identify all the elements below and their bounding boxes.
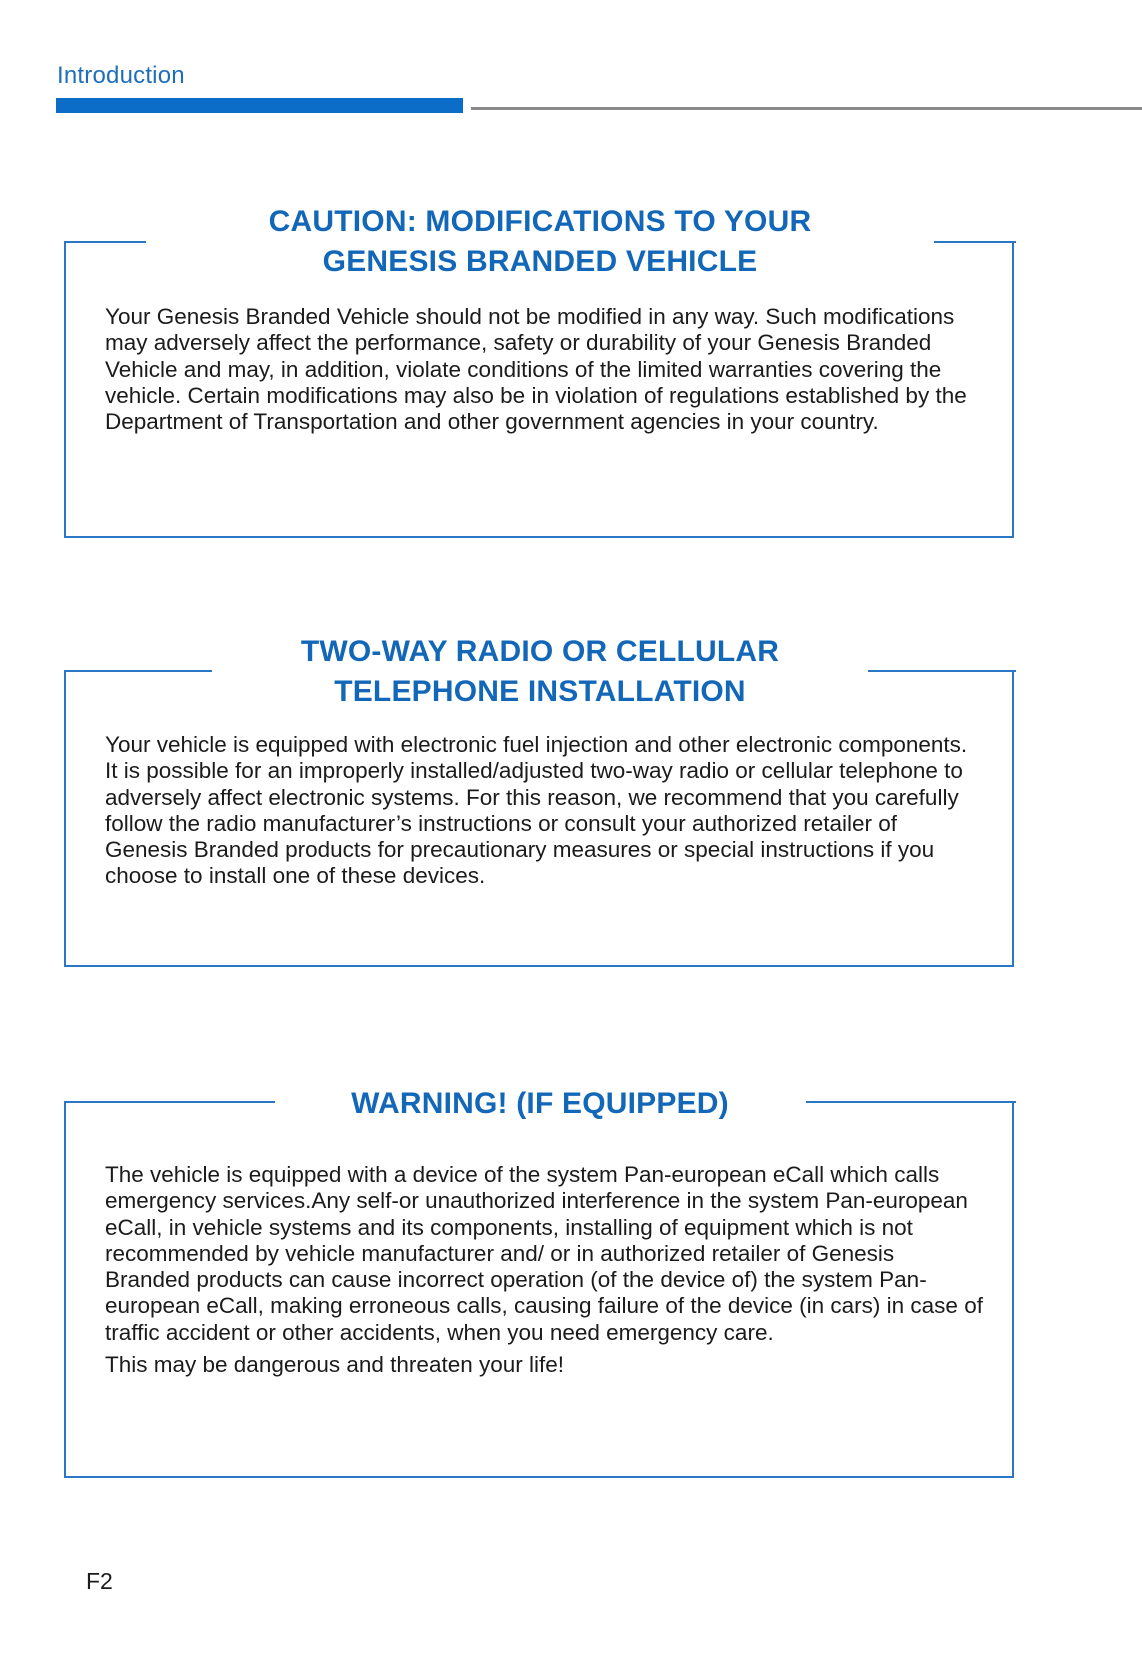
page-number: F2: [86, 1568, 113, 1594]
heading-line-1: TWO-WAY RADIO OR CELLULAR: [300, 635, 780, 668]
box-body: [105, 1162, 985, 1378]
heading-line-2: TELEPHONE INSTALLATION: [334, 675, 746, 708]
box-body: [105, 304, 985, 435]
warning-ecall-box: [64, 1080, 1016, 1480]
box-body: [105, 732, 985, 890]
caution-modifications-box: [64, 200, 1016, 540]
box-heading: [64, 632, 1016, 712]
body-paragraph-warning: This may be dangerous and threaten your life!: [105, 1352, 565, 1378]
heading-line-1: WARNING! (IF EQUIPPED): [351, 1087, 729, 1120]
radio-installation-box: [64, 630, 1016, 970]
body-paragraph: Your vehicle is equipped with electronic fuel injection and other electronic components. It is possible for an improperly installed/adjusted two-way radio or cellular telephone to adversely affect electronic systems. For this reason, we recommend that you carefully follow the radio manufacturer’s instructions or consult your authorized retailer of Genesis Branded products for precautionary measures or special instructions if you choose to install one of these devices.: [105, 732, 968, 889]
box-heading: [64, 1084, 1016, 1124]
header-rule: [471, 107, 1142, 110]
heading-line-1: CAUTION: MODIFICATIONS TO YOUR: [268, 205, 812, 238]
box-heading: [64, 202, 1016, 282]
body-paragraph: The vehicle is equipped with a device of the system Pan-european eCall which calls emergency services.Any self-or unauthorized interference in the system Pan-european eCall, in vehicle systems and its components, installing of equipment which is not recommended by vehicle manufacturer and/ or in authorized retailer of Genesis Branded products can cause incorrect operation (of the device of) the system Pan-european eCall, making erroneous calls, causing failure of the device (in cars) in case of traffic accident or other accidents, when you need emergency care.: [105, 1162, 983, 1345]
heading-line-2: GENESIS BRANDED VEHICLE: [322, 245, 758, 278]
header-accent-bar: [56, 98, 463, 113]
body-paragraph: Your Genesis Branded Vehicle should not be modified in any way. Such modifications may adversely affect the performance, safety or durability of your Genesis Branded Vehicle and may, in addition, violate conditions of the limited warranties covering the vehicle. Certain modifications may also be in violation of regulations established by the Department of Transportation and other government agencies in your country.: [105, 304, 967, 435]
section-header-title: Introduction: [57, 62, 185, 89]
